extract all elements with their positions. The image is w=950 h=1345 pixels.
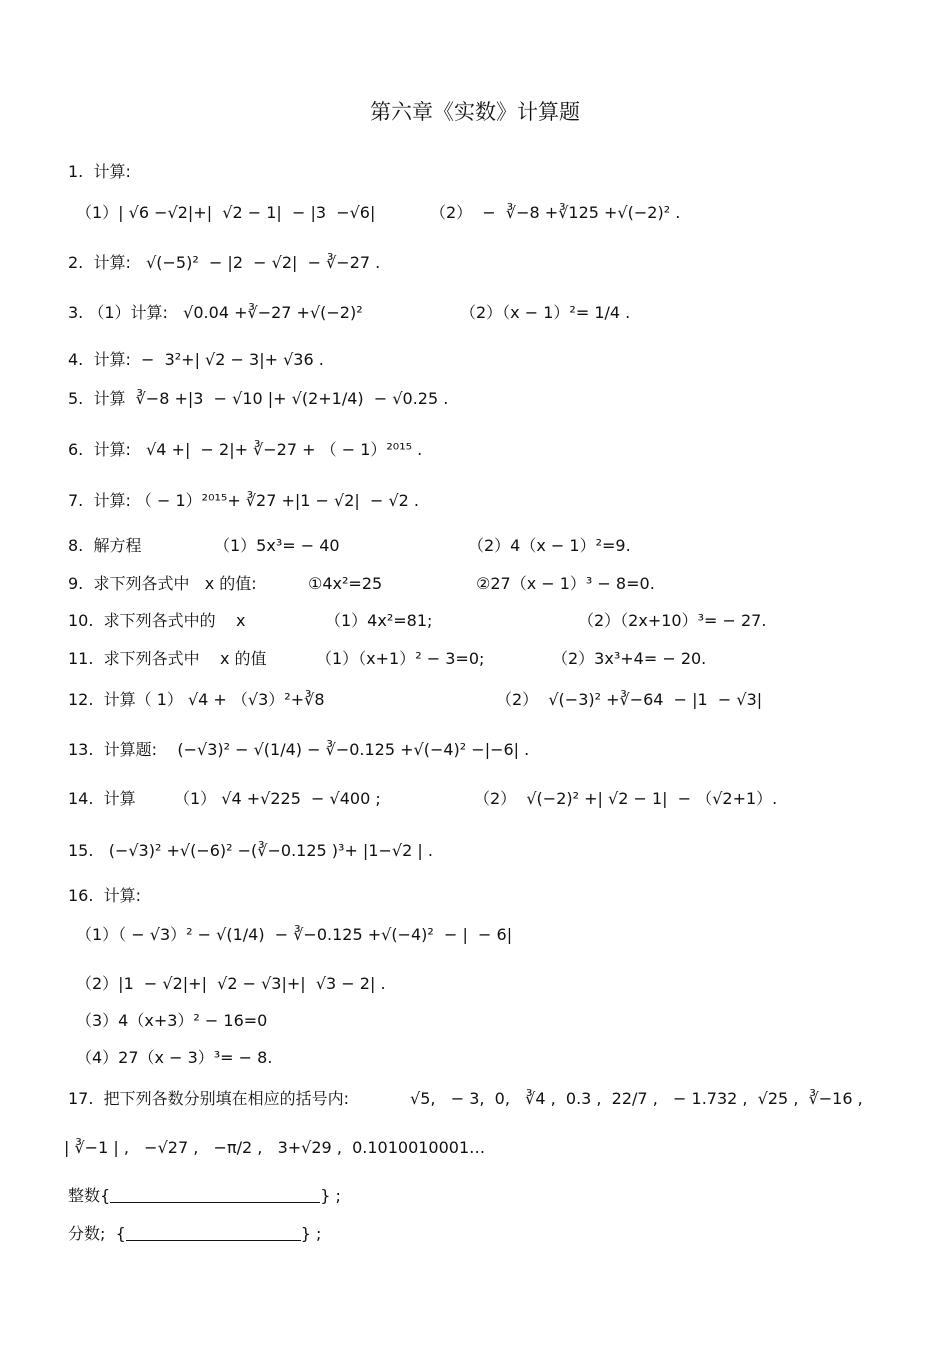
fill-blank-row [68, 1181, 341, 1211]
problem-line [0, 733, 950, 767]
problem-text: （1）5x³= − 40 [214, 536, 340, 555]
problem-text: 17. 把下列各数分别填在相应的括号内: [68, 1089, 350, 1108]
problem-text: 3. （1）计算: √0.04 +∛−27 +√(−2)² [68, 303, 363, 322]
problem-text: （1） √4 +√225 − √400 ; [174, 789, 381, 808]
problem-text: （1）4x²=81; [325, 611, 433, 630]
problem-text: （2） √(−2)² +| √2 − 1| − （√2+1）. [474, 789, 778, 808]
answer-blank[interactable] [110, 1184, 320, 1203]
problem-text: （1）（ − √3）² − √(1/4) − ∛−0.125 +√(−4)² − | − 6| [76, 925, 513, 944]
problem-text: （2）4（x − 1）²=9. [468, 536, 631, 555]
problem-line [0, 246, 950, 280]
problem-line [0, 382, 950, 416]
problem-text: 15. (−√3)² +√(−6)² −(∛−0.125 )³+ |1−√2 | . [68, 841, 433, 860]
problem-line [0, 484, 950, 518]
problem-line [0, 1082, 950, 1116]
problem-line [0, 529, 950, 563]
problem-line [0, 196, 950, 230]
problem-line [0, 1041, 950, 1075]
problem-text: 10. 求下列各式中的 x [68, 611, 246, 630]
problem-line [0, 343, 950, 377]
problem-line [0, 834, 950, 868]
answer-blank[interactable] [126, 1222, 301, 1241]
problem-line [0, 642, 950, 676]
problem-text: 5. 计算 ∛−8 +|3 − √10 |+ √(2+1/4) − √0.25 . [68, 389, 449, 408]
problem-text: 6. 计算: √4 +| − 2|+ ∛−27 + （ − 1）²⁰¹⁵ . [68, 440, 423, 459]
page-title: 第六章《实数》计算题 [370, 100, 580, 124]
fill-label: 整数{ [68, 1186, 111, 1205]
problem-text: | ∛−1 | , −√27 , −π/2 , 3+√29 , 0.1010010001… [64, 1138, 486, 1157]
problem-text: （2）（x − 1）²= 1/4 . [460, 303, 631, 322]
problem-line [0, 567, 950, 601]
problem-text: （2）3x³+4= − 20. [552, 649, 707, 668]
problem-text: 7. 计算: （ − 1）²⁰¹⁵+ ∛27 +|1 − √2| − √2 . [68, 491, 419, 510]
problem-text: （1）（x+1）² − 3=0; [316, 649, 485, 668]
fill-end: } ; [320, 1186, 341, 1205]
problem-line [0, 155, 950, 189]
fill-blank-row [68, 1219, 321, 1249]
fill-end: } ; [300, 1224, 322, 1243]
problem-text: √5, − 3, 0, ∛4 , 0.3 , 22/7 , − 1.732 , √25 , ∛−16 , [410, 1089, 863, 1108]
problem-text: 8. 解方程 [68, 536, 142, 555]
problem-line [0, 879, 950, 913]
problem-line [0, 296, 950, 330]
problem-text: 16. 计算: [68, 886, 142, 905]
problem-text: （2）|1 − √2|+| √2 − √3|+| √3 − 2| . [76, 974, 386, 993]
problem-text: 11. 求下列各式中 x 的值 [68, 649, 267, 668]
problem-text: ②27（x − 1）³ − 8=0. [476, 574, 655, 593]
problem-text: 2. 计算: √(−5)² − |2 − √2| − ∛−27 . [68, 253, 381, 272]
problem-text: 13. 计算题: (−√3)² − √(1/4) − ∛−0.125 +√(−4)² −|−6| . [68, 740, 530, 759]
problem-text: （4）27（x − 3）³= − 8. [76, 1048, 273, 1067]
problem-text: （1）| √6 −√2|+| √2 − 1| − |3 −√6| [76, 203, 376, 222]
problem-line [0, 1004, 950, 1038]
problem-line [0, 967, 950, 1001]
problem-line [0, 782, 950, 816]
problem-text: （2） − ∛−8 +∛125 +√(−2)² . [430, 203, 681, 222]
problem-line [0, 604, 950, 638]
problem-line [0, 433, 950, 467]
problem-text: （3）4（x+3）² − 16=0 [76, 1011, 268, 1030]
problem-text: 12. 计算（ 1） √4 + （√3）²+∛8 [68, 690, 325, 709]
problem-line [0, 1131, 950, 1165]
problem-line [0, 683, 950, 717]
fill-label: 分数; { [68, 1224, 126, 1243]
problem-line [0, 918, 950, 952]
problem-text: （2） √(−3)² +∛−64 − |1 − √3| [496, 690, 763, 709]
problem-text: 9. 求下列各式中 x 的值: [68, 574, 257, 593]
problem-text: 4. 计算: − 3²+| √2 − 3|+ √36 . [68, 350, 324, 369]
problem-text: 1. 计算: [68, 162, 131, 181]
problem-text: ①4x²=25 [308, 574, 383, 593]
problem-text: 14. 计算 [68, 789, 136, 808]
problem-text: （2）（2x+10）³= − 27. [578, 611, 767, 630]
